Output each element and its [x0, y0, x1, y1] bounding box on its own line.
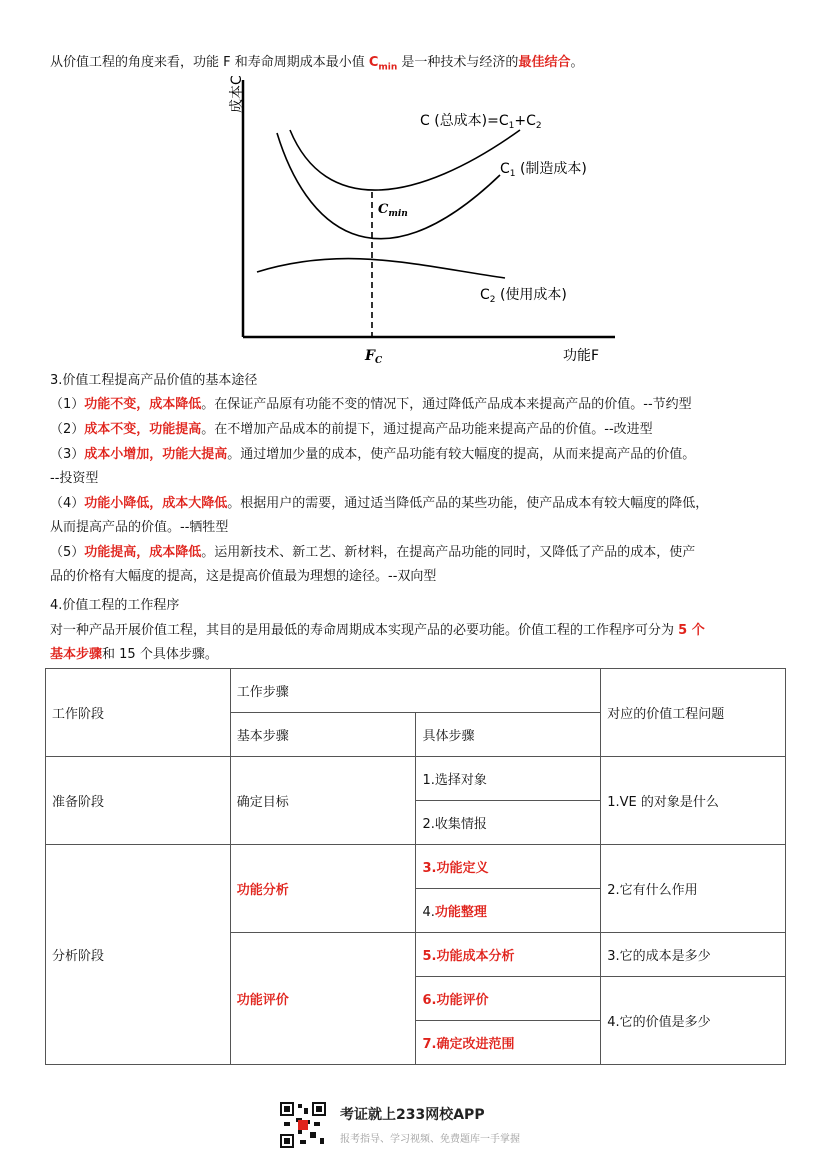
workflow-table: [45, 668, 786, 1065]
fc-label: $F_C$: [365, 348, 383, 366]
manufacturing-cost-curve: [277, 133, 500, 239]
analysis-basic-1: 功能分析: [230, 845, 416, 933]
section3-item-1: （1）功能不变，成本降低。在保证产品原有功能不变的情况下，通过降低产品成本来提高产品的价值。--节约型: [50, 397, 692, 412]
analysis-detail-7: 7.确定改进范围: [416, 1021, 601, 1065]
prep-detail-2: 2.收集情报: [416, 801, 601, 845]
total-cost-curve: [290, 130, 520, 190]
manufacturing-cost-label: $C_1$ (制造成本): [500, 161, 587, 179]
header-steps: 工作步骤: [230, 669, 600, 713]
cmin-chart-label: $C_{min}$: [378, 202, 408, 219]
intro-text: 从价值工程的角度来看，功能 F 和寿命周期成本最小值: [50, 55, 369, 70]
y-axis-label: 成本C: [229, 75, 245, 113]
intro-text-2: 是一种技术与经济的: [397, 55, 519, 70]
cost-function-chart: [215, 75, 635, 375]
header-question: 对应的价值工程问题: [601, 669, 786, 757]
intro-paragraph: 从价值工程的角度来看，功能 F 和寿命周期成本最小值 $C_{min}$ 是一种技术与经济的最佳结合。: [50, 55, 584, 73]
qr-code-icon: [280, 1102, 326, 1148]
section3-item-5-cont: 品的价格有大幅度的提高，这是提高价值最为理想的途径。--双向型: [50, 569, 437, 584]
footer-subtitle: 报考指导、学习视频、免费题库一手掌握: [340, 1134, 520, 1145]
analysis-detail-4: 4.功能整理: [416, 889, 601, 933]
section3-item-5: （5）功能提高，成本降低。运用新技术、新工艺、新材料，在提高产品功能的同时，又降低了产品的成本，使产: [50, 545, 696, 560]
analysis-question-2: 2.它有什么作用: [601, 845, 786, 933]
section4-para-1: 对一种产品开展价值工程，其目的是用最低的寿命周期成本实现产品的必要功能。价值工程的工作程序可分为 5 个: [50, 623, 705, 638]
section3-title: 3.价值工程提高产品价值的基本途径: [50, 373, 258, 388]
section3-item-2: （2）成本不变，功能提高。在不增加产品成本的前提下，通过提高产品功能来提高产品的价值。--改进型: [50, 422, 653, 437]
x-axis-label: 功能F: [563, 348, 600, 364]
header-basic: 基本步骤: [230, 713, 416, 757]
section4-para-2: 基本步骤和 15 个具体步骤。: [50, 647, 218, 662]
section3-item-3-cont: --投资型: [50, 471, 99, 486]
cmin-label: $C_{min}$: [368, 55, 398, 73]
usage-cost-curve: [257, 259, 505, 278]
usage-cost-label: $C_2$ (使用成本): [480, 287, 567, 305]
intro-highlight: 最佳结合: [518, 55, 571, 70]
header-detail: 具体步骤: [416, 713, 601, 757]
analysis-detail-5: 5.功能成本分析: [416, 933, 601, 977]
prep-question: 1.VE 的对象是什么: [601, 757, 786, 845]
section3-item-4: （4）功能小降低，成本大降低。根据用户的需要，通过适当降低产品的某些功能，使产品成本有较大幅度的降低，: [50, 496, 709, 511]
section3-item-3: （3）成本小增加，功能大提高。通过增加少量的成本，使产品功能有较大幅度的提高，从而来提高产品的价值。: [50, 447, 696, 462]
analysis-detail-3: 3.功能定义: [416, 845, 601, 889]
footer-title: 考证就上233网校APP: [340, 1107, 485, 1123]
analysis-question-4: 4.它的价值是多少: [601, 977, 786, 1065]
total-cost-label: C (总成本)$=C_1+C_2$: [420, 113, 542, 131]
section3-item-4-cont: 从而提高产品的价值。--牺牲型: [50, 520, 229, 535]
prep-detail-1: 1.选择对象: [416, 757, 601, 801]
section4-title: 4.价值工程的工作程序: [50, 598, 180, 613]
prep-stage: 准备阶段: [46, 757, 231, 845]
prep-basic: 确定目标: [230, 757, 416, 845]
analysis-stage: 分析阶段: [46, 845, 231, 1065]
analysis-detail-6: 6.功能评价: [416, 977, 601, 1021]
analysis-basic-2: 功能评价: [230, 933, 416, 1065]
analysis-question-3: 3.它的成本是多少: [601, 933, 786, 977]
header-stage: 工作阶段: [46, 669, 231, 757]
